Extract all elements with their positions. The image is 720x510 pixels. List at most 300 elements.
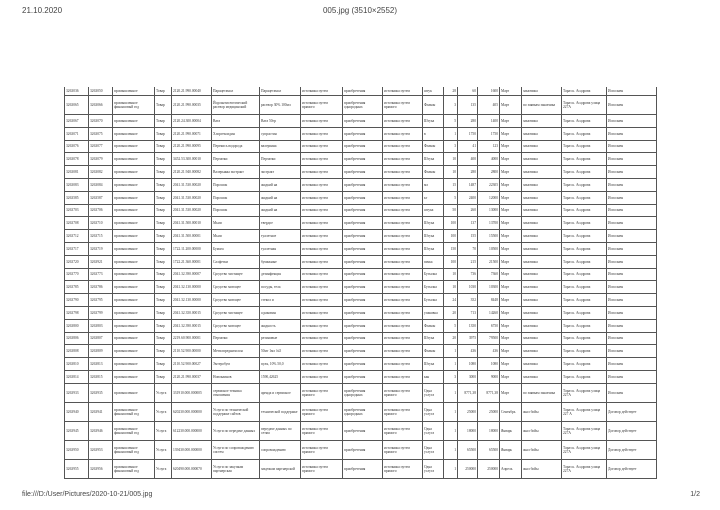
table-cell: 50мг 1мл №5	[260, 345, 301, 358]
table-cell: 8771,38	[458, 383, 478, 402]
table-cell: источника путем	[383, 115, 423, 128]
table-cell: Услуга	[155, 402, 172, 421]
table-cell: Исполнен	[607, 87, 657, 96]
table-cell: Штука	[423, 242, 444, 255]
table-cell: Март	[500, 153, 522, 166]
table-cell: Исполнен	[607, 319, 657, 332]
table-cell: Валерьяны экстракт	[212, 166, 260, 179]
table-cell: Флакон	[423, 140, 444, 153]
table-cell: источника путем	[383, 204, 423, 217]
table-cell: Йодоантисептический раствор медицинский	[212, 96, 260, 115]
table-cell: 3263946	[89, 421, 113, 440]
table-cell: жидкий на	[260, 191, 301, 204]
table-cell: 331910.000.000005	[172, 383, 212, 402]
table-cell: 3263065	[65, 96, 89, 115]
table-cell: Исполнен	[607, 255, 657, 268]
table-cell: Тараз к. Асадрова	[562, 268, 607, 281]
table-cell: промышленное финансовый год	[113, 402, 155, 421]
table-cell: приобретения	[343, 440, 383, 459]
table-cell: штук	[423, 87, 444, 96]
table-cell: промышленное финансовый год	[113, 459, 155, 478]
table-cell: 2110.52.900.00000	[172, 345, 212, 358]
table-cell: приобретения	[343, 421, 383, 440]
table-cell: 3263799	[89, 306, 113, 319]
table-cell: 1030	[458, 281, 478, 294]
table-cell: приобретения	[343, 153, 383, 166]
table-cell: заказчика	[522, 358, 562, 371]
table-cell: 2041.31.500.00001	[172, 230, 212, 243]
table-cell: Флакон	[423, 345, 444, 358]
table-cell: Март	[500, 87, 522, 96]
table-cell: 3263070	[89, 115, 113, 128]
table-cell: 3263945	[65, 421, 89, 440]
table-cell: 3263773	[89, 268, 113, 281]
table-cell: Тараз к. Асадрова	[562, 191, 607, 204]
table-cell: Вата 50гр	[260, 115, 301, 128]
table-cell: 3263706	[89, 204, 113, 217]
table-cell: Товар	[155, 166, 172, 179]
table-cell: Исполнен	[607, 191, 657, 204]
table-cell: источника путем	[301, 242, 343, 255]
table-cell: 1590,42625	[260, 370, 301, 383]
table-cell: источника путем прямого	[301, 459, 343, 478]
table-cell: 2041.31.530.00020	[172, 191, 212, 204]
table-cell: Март	[500, 358, 522, 371]
table-cell: Тараз к. Асадрова	[562, 140, 607, 153]
table-cell: промышленное	[113, 358, 155, 371]
table-cell: источника путем	[383, 345, 423, 358]
table-cell: источника путем прямого	[301, 96, 343, 115]
table-cell: источника путем прямого	[383, 459, 423, 478]
table-cell: источника путем прямого	[301, 421, 343, 440]
table-cell: промышленное	[113, 127, 155, 140]
table-cell: Флакон	[423, 166, 444, 179]
table-cell: 1	[444, 402, 458, 421]
table-cell: 405	[478, 96, 500, 115]
table-cell: Флакон	[423, 319, 444, 332]
table-cell: валериана	[260, 140, 301, 153]
table-cell: 3263708	[65, 217, 89, 230]
table-cell: Тараз к. Асадрова	[562, 166, 607, 179]
table-cell: заказчика	[522, 332, 562, 345]
table-cell: заказчика	[522, 370, 562, 383]
table-cell: 3452.53.300.00010	[172, 153, 212, 166]
table-cell: Исполнен	[607, 306, 657, 319]
table-cell: заказчика	[522, 306, 562, 319]
table-cell: 400	[458, 153, 478, 166]
table-cell: источника путем	[383, 242, 423, 255]
table-row	[65, 217, 657, 230]
table-cell: Тараз к. Асадрова	[562, 217, 607, 230]
table-cell: 22305	[478, 178, 500, 191]
table-cell: источника путем	[301, 319, 343, 332]
table-cell: источника путем	[383, 127, 423, 140]
table-cell: жидкость	[260, 319, 301, 332]
table-cell: 3263795	[89, 294, 113, 307]
table-cell: 3263770	[65, 268, 89, 281]
table-cell: Тараз к. Асадрова	[562, 178, 607, 191]
table-cell: Перчатки	[212, 332, 260, 345]
table-cell: жыл бойы	[522, 440, 562, 459]
table-cell: 3263815	[89, 370, 113, 383]
table-cell: 24	[444, 294, 458, 307]
table-cell: 18000	[458, 421, 478, 440]
table-cell: 3263075	[89, 127, 113, 140]
table-cell: 3263940	[65, 402, 89, 421]
table-cell: Товар	[155, 217, 172, 230]
table-cell: промышленное	[113, 166, 155, 179]
table-cell: Исполнен	[607, 96, 657, 115]
table-cell: 2041.31.500.00010	[172, 217, 212, 230]
table-cell: заказчика	[522, 345, 562, 358]
table-cell: источника путем	[383, 166, 423, 179]
table-cell: пачка	[423, 255, 444, 268]
table-cell: Исполнен	[607, 268, 657, 281]
table-cell: Мыло	[212, 230, 260, 243]
table-cell: 3263077	[89, 140, 113, 153]
table-cell: Март	[500, 140, 522, 153]
table-cell: 3263798	[65, 306, 89, 319]
table-cell: 1	[444, 440, 458, 459]
table-cell: 2120.21.990.00035	[172, 96, 212, 115]
table-row	[65, 421, 657, 440]
table-cell: 3263079	[89, 153, 113, 166]
table-cell: 3263813	[89, 358, 113, 371]
table-cell: заказчика	[522, 294, 562, 307]
table-cell: Март	[500, 255, 522, 268]
table-cell: 1750	[478, 127, 500, 140]
table-cell: источника путем	[383, 294, 423, 307]
table-cell: 1400	[478, 115, 500, 128]
table-cell: Товар	[155, 306, 172, 319]
table-cell: 436	[458, 345, 478, 358]
table-cell: Март	[500, 383, 522, 402]
table-cell: приобретения	[343, 332, 383, 345]
table-cell: аренда и сервисное	[260, 383, 301, 402]
table-cell: промышленное	[113, 191, 155, 204]
table-cell: заказчика	[522, 230, 562, 243]
table-cell: 25000	[458, 402, 478, 421]
table-cell: Энтеробум	[212, 358, 260, 371]
table-cell: 2120.21.940.00082	[172, 166, 212, 179]
table-cell: промышленное	[113, 345, 155, 358]
table-row	[65, 127, 657, 140]
table-cell: промышленное	[113, 370, 155, 383]
table-cell: источника путем	[383, 370, 423, 383]
table-cell: Январь	[500, 421, 522, 440]
table-cell: 250000	[458, 459, 478, 478]
table-cell: источника путем	[301, 332, 343, 345]
table-cell: 2120.21.990.00095	[172, 140, 212, 153]
table-cell: Товар	[155, 255, 172, 268]
table-cell: 13000	[478, 204, 500, 217]
table-cell: 3263806	[65, 332, 89, 345]
table-cell: заказчика	[522, 204, 562, 217]
table-cell: 123	[478, 140, 500, 153]
table-cell: 1750	[458, 127, 478, 140]
table-cell: 3263941	[89, 402, 113, 421]
print-date: 21.10.2020	[22, 6, 63, 15]
table-row	[65, 383, 657, 402]
table-row	[65, 96, 657, 115]
table-cell: Одна услуга	[423, 440, 444, 459]
table-cell: источника путем	[301, 345, 343, 358]
table-cell: Товар	[155, 191, 172, 204]
table-cell: 60	[458, 87, 478, 96]
table-cell: Март	[500, 166, 522, 179]
table-cell: приобретения однородных	[343, 383, 383, 402]
table-cell: источника путем	[301, 191, 343, 204]
table-cell: 3263719	[89, 242, 113, 255]
table-cell: 1722.11.200.00000	[172, 242, 212, 255]
table-cell: Средство моющее	[212, 281, 260, 294]
table-cell: Перчатки	[260, 153, 301, 166]
table-cell: промышленное финансовый год	[113, 421, 155, 440]
table-cell: Порошок	[212, 178, 260, 191]
table-cell: дезинфекция	[260, 268, 301, 281]
table-cell: Услуга	[155, 383, 172, 402]
table-cell: 3263808	[65, 345, 89, 358]
table-cell: промышленное	[113, 242, 155, 255]
table-cell: 6750	[478, 319, 500, 332]
table-cell: 3263081	[65, 166, 89, 179]
table-cell: 3263956	[89, 459, 113, 478]
table-cell: источника путем	[301, 217, 343, 230]
table-cell: Товар	[155, 87, 172, 96]
table-cell: 620230.000.000000	[172, 402, 212, 421]
table-cell: Исполнен	[607, 127, 657, 140]
table-cell: источника путем прямого	[383, 421, 423, 440]
table-cell: Средство чистящее	[212, 268, 260, 281]
table-cell: 3263076	[65, 140, 89, 153]
table-cell: Тараз к. Асадрова улица 227А	[562, 459, 607, 478]
table-cell: 736	[458, 268, 478, 281]
table-cell: приобретения	[343, 345, 383, 358]
table-cell: источника путем	[383, 281, 423, 294]
table-cell: Штука	[423, 358, 444, 371]
table-cell: Исполнен	[607, 294, 657, 307]
table-cell: Апрель	[500, 459, 522, 478]
table-cell: 3263712	[65, 230, 89, 243]
table-cell: Март	[500, 96, 522, 115]
table-cell: Тараз к. Асадрова	[562, 319, 607, 332]
table-cell: Порошок	[212, 191, 260, 204]
table-cell: 1487	[458, 178, 478, 191]
table-cell: заказчика	[522, 127, 562, 140]
table-cell: 65500	[478, 440, 500, 459]
table-cell: приобретения	[343, 268, 383, 281]
table-cell: источника путем	[301, 294, 343, 307]
table-cell: туалетная	[260, 242, 301, 255]
table-cell: посуды, тела	[260, 281, 301, 294]
table-cell: Средство моющее	[212, 294, 260, 307]
table-cell: кг	[423, 191, 444, 204]
table-cell: промышленное	[113, 153, 155, 166]
table-cell: Товар	[155, 358, 172, 371]
table-cell: штука	[423, 204, 444, 217]
table-cell: 9000	[478, 370, 500, 383]
table-cell: Тараз к. Асадрова улица 227А	[562, 440, 607, 459]
table-cell: источника путем прямого	[301, 402, 343, 421]
table-cell: Тараз к. Асадрова	[562, 255, 607, 268]
table-row	[65, 402, 657, 421]
table-cell: приобретения	[343, 242, 383, 255]
table-cell: 1600	[478, 87, 500, 96]
table-cell: 1	[444, 127, 458, 140]
table-cell: 3263720	[65, 255, 89, 268]
table-cell: Договор действует	[607, 402, 657, 421]
table-cell: Товар	[155, 230, 172, 243]
table-cell: 3263082	[89, 166, 113, 179]
table-cell: приобретения	[343, 294, 383, 307]
table-cell: сопровождению	[260, 440, 301, 459]
table-cell: источника путем	[383, 153, 423, 166]
table-cell: Бутылка	[423, 268, 444, 281]
table-cell: Товар	[155, 268, 172, 281]
table-cell: Товар	[155, 96, 172, 115]
table-cell: 10	[444, 268, 458, 281]
table-cell: 10300	[478, 281, 500, 294]
table-cell: приобретения	[343, 319, 383, 332]
table-cell: приобретения	[343, 166, 383, 179]
table-cell: Штука	[423, 153, 444, 166]
table-cell: жидкий на	[260, 204, 301, 217]
table-cell: Тараз к. Асадрова	[562, 306, 607, 319]
table-cell: заказчика	[522, 281, 562, 294]
table-cell: 3263587	[89, 191, 113, 204]
table-cell: 14260	[478, 306, 500, 319]
table-cell: Тараз к. Асадрова	[562, 204, 607, 217]
table-cell: 3263807	[89, 332, 113, 345]
table-row	[65, 268, 657, 281]
table-cell: приобретения	[343, 191, 383, 204]
table-cell: 3263921	[89, 255, 113, 268]
file-path: file:///D:/User/Pictures/2020-10-21/005.jpg	[22, 491, 153, 498]
table-cell: 4000	[478, 153, 500, 166]
table-cell: 3263810	[65, 358, 89, 371]
table-cell: 10	[444, 281, 458, 294]
table-cell: источника путем	[383, 87, 423, 96]
table-cell: приобретения однородных	[343, 96, 383, 115]
table-cell: заказчика	[522, 115, 562, 128]
table-cell: 352	[458, 294, 478, 307]
table-cell: 100	[444, 230, 458, 243]
table-cell: Исполнен	[607, 358, 657, 371]
table-cell: приобретения	[343, 87, 383, 96]
table-cell: 3263036	[65, 87, 89, 96]
table-cell: Услуги по закупкам партнерская	[212, 459, 260, 478]
table-cell: промышленное	[113, 204, 155, 217]
table-cell: по заявкам заказчика	[522, 383, 562, 402]
table-cell: 10500	[478, 242, 500, 255]
table-cell: промышленное	[113, 319, 155, 332]
table-cell: 20	[444, 332, 458, 345]
table-cell: Тараз к. Асадрова	[562, 242, 607, 255]
table-row	[65, 230, 657, 243]
table-cell: источника путем	[301, 230, 343, 243]
table-cell: Тараз к. Асадрова	[562, 87, 607, 96]
table-cell: в	[423, 127, 444, 140]
table-cell: 5	[444, 115, 458, 128]
procurement-table	[64, 87, 657, 479]
table-cell: 2041.31.530.00020	[172, 178, 212, 191]
table-cell: 18000	[478, 421, 500, 440]
table-cell: Одна услуга	[423, 421, 444, 440]
table-cell: Одна услуга	[423, 383, 444, 402]
table-cell: кан	[423, 370, 444, 383]
table-row	[65, 178, 657, 191]
table-cell: Штука	[423, 115, 444, 128]
table-cell: промышленное	[113, 306, 155, 319]
table-row	[65, 294, 657, 307]
table-cell: 13700	[478, 217, 500, 230]
table-cell: заказчика	[522, 242, 562, 255]
table-cell: 3263585	[65, 191, 89, 204]
table-cell: Вата	[212, 115, 260, 128]
table-cell: промышленное	[113, 178, 155, 191]
table-cell: 3263717	[65, 242, 89, 255]
table-cell: источника путем прямого	[383, 383, 423, 402]
table-row	[65, 440, 657, 459]
table-row	[65, 319, 657, 332]
table-cell: 2041.32.390.00015	[172, 319, 212, 332]
table-cell: 215	[458, 255, 478, 268]
table-cell: заказчика	[522, 255, 562, 268]
table-cell: источника путем	[301, 268, 343, 281]
table-cell: 2110.52.900.00027	[172, 358, 212, 371]
table-cell: 28	[444, 87, 458, 96]
table-cell: промышленное финансовый год	[113, 440, 155, 459]
table-cell: источника путем	[301, 178, 343, 191]
table-cell: заказчика	[522, 319, 562, 332]
table-cell: 21500	[478, 255, 500, 268]
table-cell: 3263814	[65, 370, 89, 383]
table-cell: 155	[458, 230, 478, 243]
table-cell: 3263785	[65, 281, 89, 294]
table-cell: Исполнен	[607, 242, 657, 255]
table-cell: 2400	[458, 191, 478, 204]
table-cell: 1	[444, 383, 458, 402]
table-cell: Товар	[155, 319, 172, 332]
table-cell: источника путем	[301, 166, 343, 179]
table-cell: 1	[444, 358, 458, 371]
table-cell: Перекись водорода	[212, 140, 260, 153]
table-cell: источника путем	[301, 306, 343, 319]
table-cell: 1	[444, 421, 458, 440]
table-cell: заказчика	[522, 217, 562, 230]
table-cell: Средство моющее	[212, 319, 260, 332]
table-cell: Исполнен	[607, 140, 657, 153]
table-cell: Товар	[155, 370, 172, 383]
table-row	[65, 332, 657, 345]
table-cell: 3	[444, 370, 458, 383]
table-cell: 5	[444, 191, 458, 204]
table-cell: сервисное техника отношения	[212, 383, 260, 402]
table-row	[65, 191, 657, 204]
table-cell: Исполнен	[607, 153, 657, 166]
table-cell: Март	[500, 370, 522, 383]
table-cell: 79500	[478, 332, 500, 345]
table-cell: 1	[444, 459, 458, 478]
table-cell: Исполнен	[607, 332, 657, 345]
table-cell: Исполнен	[607, 115, 657, 128]
table-cell: Договор действует	[607, 459, 657, 478]
table-cell: Тараз к. Асадрова	[562, 115, 607, 128]
table-cell: 2120.21.990.00037	[172, 370, 212, 383]
table-cell: 1080	[478, 358, 500, 371]
table-cell: Март	[500, 115, 522, 128]
table-cell: 3263953	[89, 440, 113, 459]
